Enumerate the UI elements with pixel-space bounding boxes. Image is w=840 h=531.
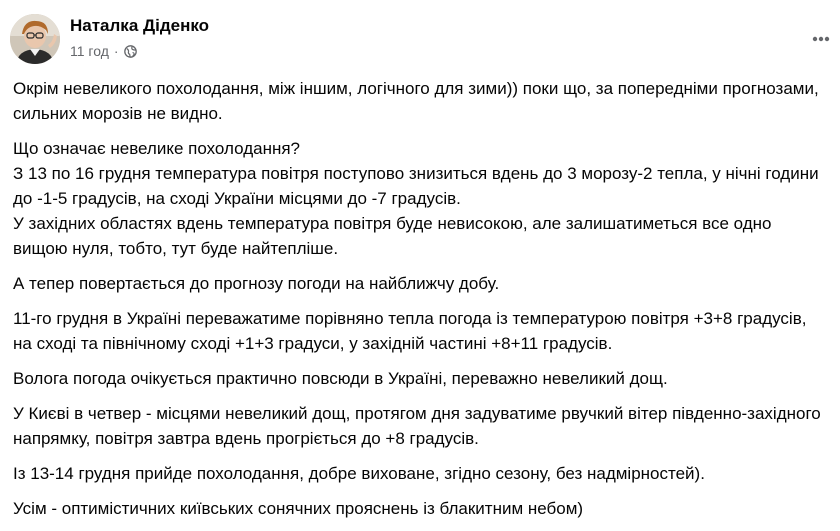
post-paragraph: Волога погода очікується практично повсюди в Україні, переважно невеликий дощ.	[13, 369, 668, 388]
post-header	[10, 14, 830, 66]
post-paragraph: Окрім невеликого похолодання, між іншим, логічного для зими)) поки що, за попередніми прогнозами, сильних морозів не видно.	[13, 79, 819, 123]
post-paragraph: Із 13-14 грудня прийде похолодання, добре виховане, згідно сезону, без надмірностей).	[13, 464, 705, 483]
post-timestamp[interactable]: 11 год	[70, 43, 109, 59]
more-options-button[interactable]	[808, 28, 830, 50]
globe-icon[interactable]	[124, 45, 137, 58]
meta-separator: ·	[113, 43, 119, 59]
post-paragraph: А тепер повертається до прогнозу погоди на найближчу добу.	[13, 274, 500, 293]
more-horizontal-icon	[812, 36, 830, 42]
post-meta	[70, 43, 137, 59]
post-body	[13, 76, 828, 531]
post-paragraph: 11-го грудня в Україні переважатиме порівняно тепла погода із температурою повітря +3+8 градусів, на сході та північному сході +1+3 градуси, у західній частині +8+11 градусів.	[13, 309, 807, 353]
post-paragraph: Усім - оптимістичних київських сонячних прояснень із блакитним небом)	[13, 499, 584, 518]
author-name[interactable]: Наталка Діденко	[70, 16, 210, 35]
profile-photo-icon	[10, 14, 60, 64]
post-paragraph: У Києві в четвер - місцями невеликий дощ, протягом дня задуватиме рвучкий вітер південно-західного напрямку, повітря завтра вдень прогріється до +8 градусів.	[13, 404, 821, 448]
post-paragraph: Що означає невелике похолодання? З 13 по 16 грудня температура повітря поступово знизиться вдень до 3 морозу-2 тепла, у нічні години до -1-5 градусів, на сході України місцями до -7 градусів. У західних областях вдень температура повітря буде невисокою, але залишатиметься все одно вищою нуля, тобто, тут буде найтепліше.	[13, 139, 819, 258]
author-avatar[interactable]	[10, 14, 60, 64]
